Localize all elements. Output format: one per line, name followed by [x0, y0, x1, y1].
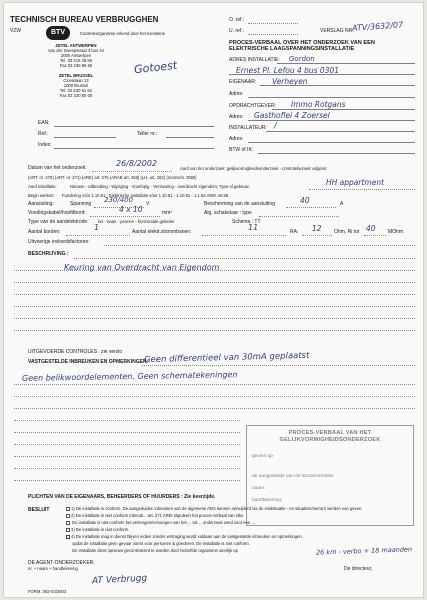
adres-installatie-value: Gordon [289, 55, 315, 63]
form-code: FORM. 092-03/2003 [28, 589, 67, 594]
bescherming-value: 40 [300, 196, 310, 205]
company-tagline: Controleorganisme erkend door het ministerie [80, 31, 165, 36]
antwerp-tel: Tel. 03 216 28 80 [59, 58, 93, 63]
datum-value: 26/8/2002 [116, 159, 158, 168]
aard-onderzoek-label: Aard van het onderzoek: gelijkvormigheidsonderzoek - controlebezoek volgens: [180, 166, 328, 171]
ean-label: EAN: [38, 120, 50, 126]
brussels-address1: Clovislaan 13 [63, 78, 89, 83]
type-aardelektrode-options: lus - baan - pennen - horizontale geleider [98, 219, 175, 224]
pv-title-line1: PROCES-VERBAAL OVER HET ONDERZOEK VAN EEN [229, 40, 375, 46]
besluit-item: 4) De installatie mag in dienst blijven indien zonder vertraging wordt voldaan aan de vastgestelde inbreuken en opmerkingen. [66, 534, 416, 539]
beschrijving-value: Keuring van Overdracht van Eigendom [64, 263, 220, 272]
ean-ref-label: Ref.: [38, 131, 49, 137]
plichten-label: PLICHTEN VAN DE EIGENAARS, BEHEERDERS OF HUURDERS : Zie keerzijde. [28, 494, 216, 500]
spanning-unit: V [146, 201, 150, 207]
schema-label: Schema : TT [232, 219, 261, 225]
besluit-item: opdat de installatie geen gevaar vormt voor personen & goederen. De installatie is niet conform. [71, 541, 250, 546]
eigenaar-value: Verheyen [272, 77, 308, 86]
besluit-label: BESLUIT [28, 507, 50, 513]
uitvoerige-label: Uitvoerige invloedsfactoren: [28, 239, 90, 245]
spanning-value: 230/400 [104, 196, 134, 204]
agent-signature: AT Verbrugg [91, 573, 148, 587]
besluit-item: De installatie is niet conform het verlengen/vervangen van het ... tot ... onderzoek werd voor een ... [66, 520, 416, 525]
adres-installateur-label: Adres: [229, 136, 244, 142]
index-label: Index: [38, 142, 52, 148]
datum-label: Datum van het onderzoek: [28, 165, 87, 171]
type-gebouw-value: HH appartment [326, 178, 385, 187]
verslag-number: ATV/3632/07 [351, 20, 404, 33]
besluit-datum-handwritten: 26 km - verbo + 18 maanden [315, 545, 413, 557]
teller-label: Teller nr.: [137, 131, 158, 137]
adres-installatie-label: ADRES INSTALLATIE: [229, 57, 280, 63]
aard-installatie-label: Aard installatie: [28, 184, 57, 189]
opdrachtgever-adres-value: Gasthoflei 4 Zoersel [254, 111, 330, 120]
directeur-label: De directeur, [344, 566, 373, 572]
brussels-title: ZETEL BRUSSEL [58, 73, 94, 78]
antwerp-address2: 2000 Antwerpen [60, 53, 92, 58]
besluit-item: De installatie dient opnieuw gecontroleerd te worden door hetzelfde organisme uiterlijk op [71, 548, 238, 553]
ri-value: 40 [366, 224, 376, 233]
uitgevoerde-controles-label: UITGEVOERDE CONTROLES : zie verslo [28, 349, 123, 355]
spanning-label: Spanning [70, 201, 92, 207]
handwritten-gotoest: Gotoest [133, 58, 178, 77]
brussels-tel: Tel. 02 230 61 82 [59, 88, 93, 93]
voedingskabel-value: 4 x 10 [119, 205, 143, 214]
begin-werken-options: Fundering vóór 1.10.81 - Elektrische installatie vóór 1.10.81 - 1.10.81 - 1.1.83 ARE! art.86 [62, 193, 229, 198]
pv-title-line2: ELEKTRISCHE LAAGSPANNINGSINSTALLATIE [229, 46, 355, 52]
ra-label: RA: [290, 229, 299, 235]
verslag-label: VERSLAG NR. [320, 28, 354, 34]
aantal-borden-label: Aantal borden: [28, 229, 61, 235]
inspection-report-page [3, 2, 424, 598]
begin-werken-label: Begin werken: [28, 193, 55, 198]
antwerp-fax: Fax 03 238 88 65 [59, 63, 93, 68]
bescherming-label: Bescherming van de aansluiting [204, 201, 275, 207]
inbreuk-line2: Geen belikwoordelementen, Geen schematekeningen [21, 370, 238, 383]
stamp-title-line2: GELIJKVORMIGHEIDSONDERZOEK [279, 437, 381, 443]
opdrachtgever-value: Immo Rotgans [291, 100, 346, 109]
stamp-agent-text: de aangestelde van de stroomverdeler [252, 474, 334, 479]
brussels-fax: Fax 02 230 80 08 [59, 93, 93, 98]
installateur-label: INSTALLATEUR: [229, 125, 267, 131]
installateur-value: / [274, 121, 277, 130]
opdrachtgever-label: OPDRACHTGEVER: [229, 103, 276, 109]
agent-sub: nr. + naam + handtekening [28, 566, 78, 571]
beschrijving-label: BESCHRIJVING : [28, 251, 69, 257]
antwerp-office [26, 43, 126, 68]
ohm-label: Ohm, Ri tot [334, 229, 360, 235]
aansluiting-label: Aansluiting: [28, 201, 54, 207]
company-name: TECHNISCH BUREAU VERBRUGGHEN [10, 15, 159, 24]
aantal-borden-value: 1 [94, 223, 100, 232]
vastgestelde-inbreuken-label: VASTGESTELDE INBREUKEN EN OPMERKINGEN: [28, 359, 149, 365]
besluit-item: 2) De installatie is niet conform inbreuk... art. 271 AREI stipuleert het proces-verbaal van elke [66, 513, 416, 518]
antwerp-title: ZETEL ANTWERPEN [55, 43, 97, 48]
type-aardelektrode-label: Type van de aardelektrode: [28, 219, 89, 225]
besluit-item: 3) De installatie is niet conform. [66, 527, 416, 532]
articles-text: (ART. nr. 270) (ART. nr. 271) (ARE) art. 276 (ARAB art. 269) (LH. art. 263) (Voorschr. DNB) [28, 175, 197, 180]
aard-installatie-options: Nieuwe - Uitbreiding - Wijziging - Voorlopig - Verzwaring - overdracht eigendom; Type of gebouw: [70, 184, 250, 189]
alg-schakelaar-label: Alg. schakelaar : type [204, 210, 252, 216]
stamp-handtekening: handtekening: [252, 498, 283, 503]
besluit-item: 1) De installatie is conform. De aangeduiden inbreuken van de algemene ADS kunnen verwijderd via de eindsituatie - en situatieschema's werden van geven. [66, 506, 416, 511]
voedingskabel-unit: mm² [162, 210, 172, 216]
opdrachtgever-adres-label: Adres: [229, 114, 244, 120]
ol-ref-label: O. ref.: [229, 17, 245, 23]
voedingskabel-label: Voedingskabel/hoofdbord: [28, 210, 86, 216]
stamp-gezien-op: gezien op [252, 454, 273, 459]
bescherming-unit: A [340, 201, 344, 207]
eigenaar-label: EIGENAAR: [229, 79, 257, 85]
eigenaar-adres-label: Adres: [229, 91, 244, 97]
btw-label: BTW of IK: [229, 147, 254, 153]
stamp-naam: naam: [252, 486, 266, 491]
aantal-stroombanen-value: 11 [248, 223, 259, 232]
u-ref-label: U. ref.: [229, 28, 245, 34]
vzw-label: VZW [10, 28, 22, 34]
mohm-unit: MOhm [388, 229, 403, 235]
inbreuk-line1: Geen differentieel van 30mA geplaatst [143, 350, 310, 366]
adres-installatie-value2: Ernest Pl. Lefou 4 bus 0301 [236, 66, 340, 75]
aantal-stroombanen-label: Aantal elektr.stroombanen: [132, 229, 192, 235]
agent-label: DE AGENT-ONDERZOEKER: [28, 560, 95, 566]
brussels-office [26, 73, 126, 98]
brussels-address2: 1000 Brussel [63, 83, 89, 88]
ra-value: 12 [312, 224, 322, 233]
stamp-title-line1: PROCES-VERBAAL VAN HET [288, 430, 372, 436]
btv-logo: BTV [46, 26, 70, 40]
antwerp-address1: Van der Sweepstraat 3 bus 44 [47, 48, 105, 53]
